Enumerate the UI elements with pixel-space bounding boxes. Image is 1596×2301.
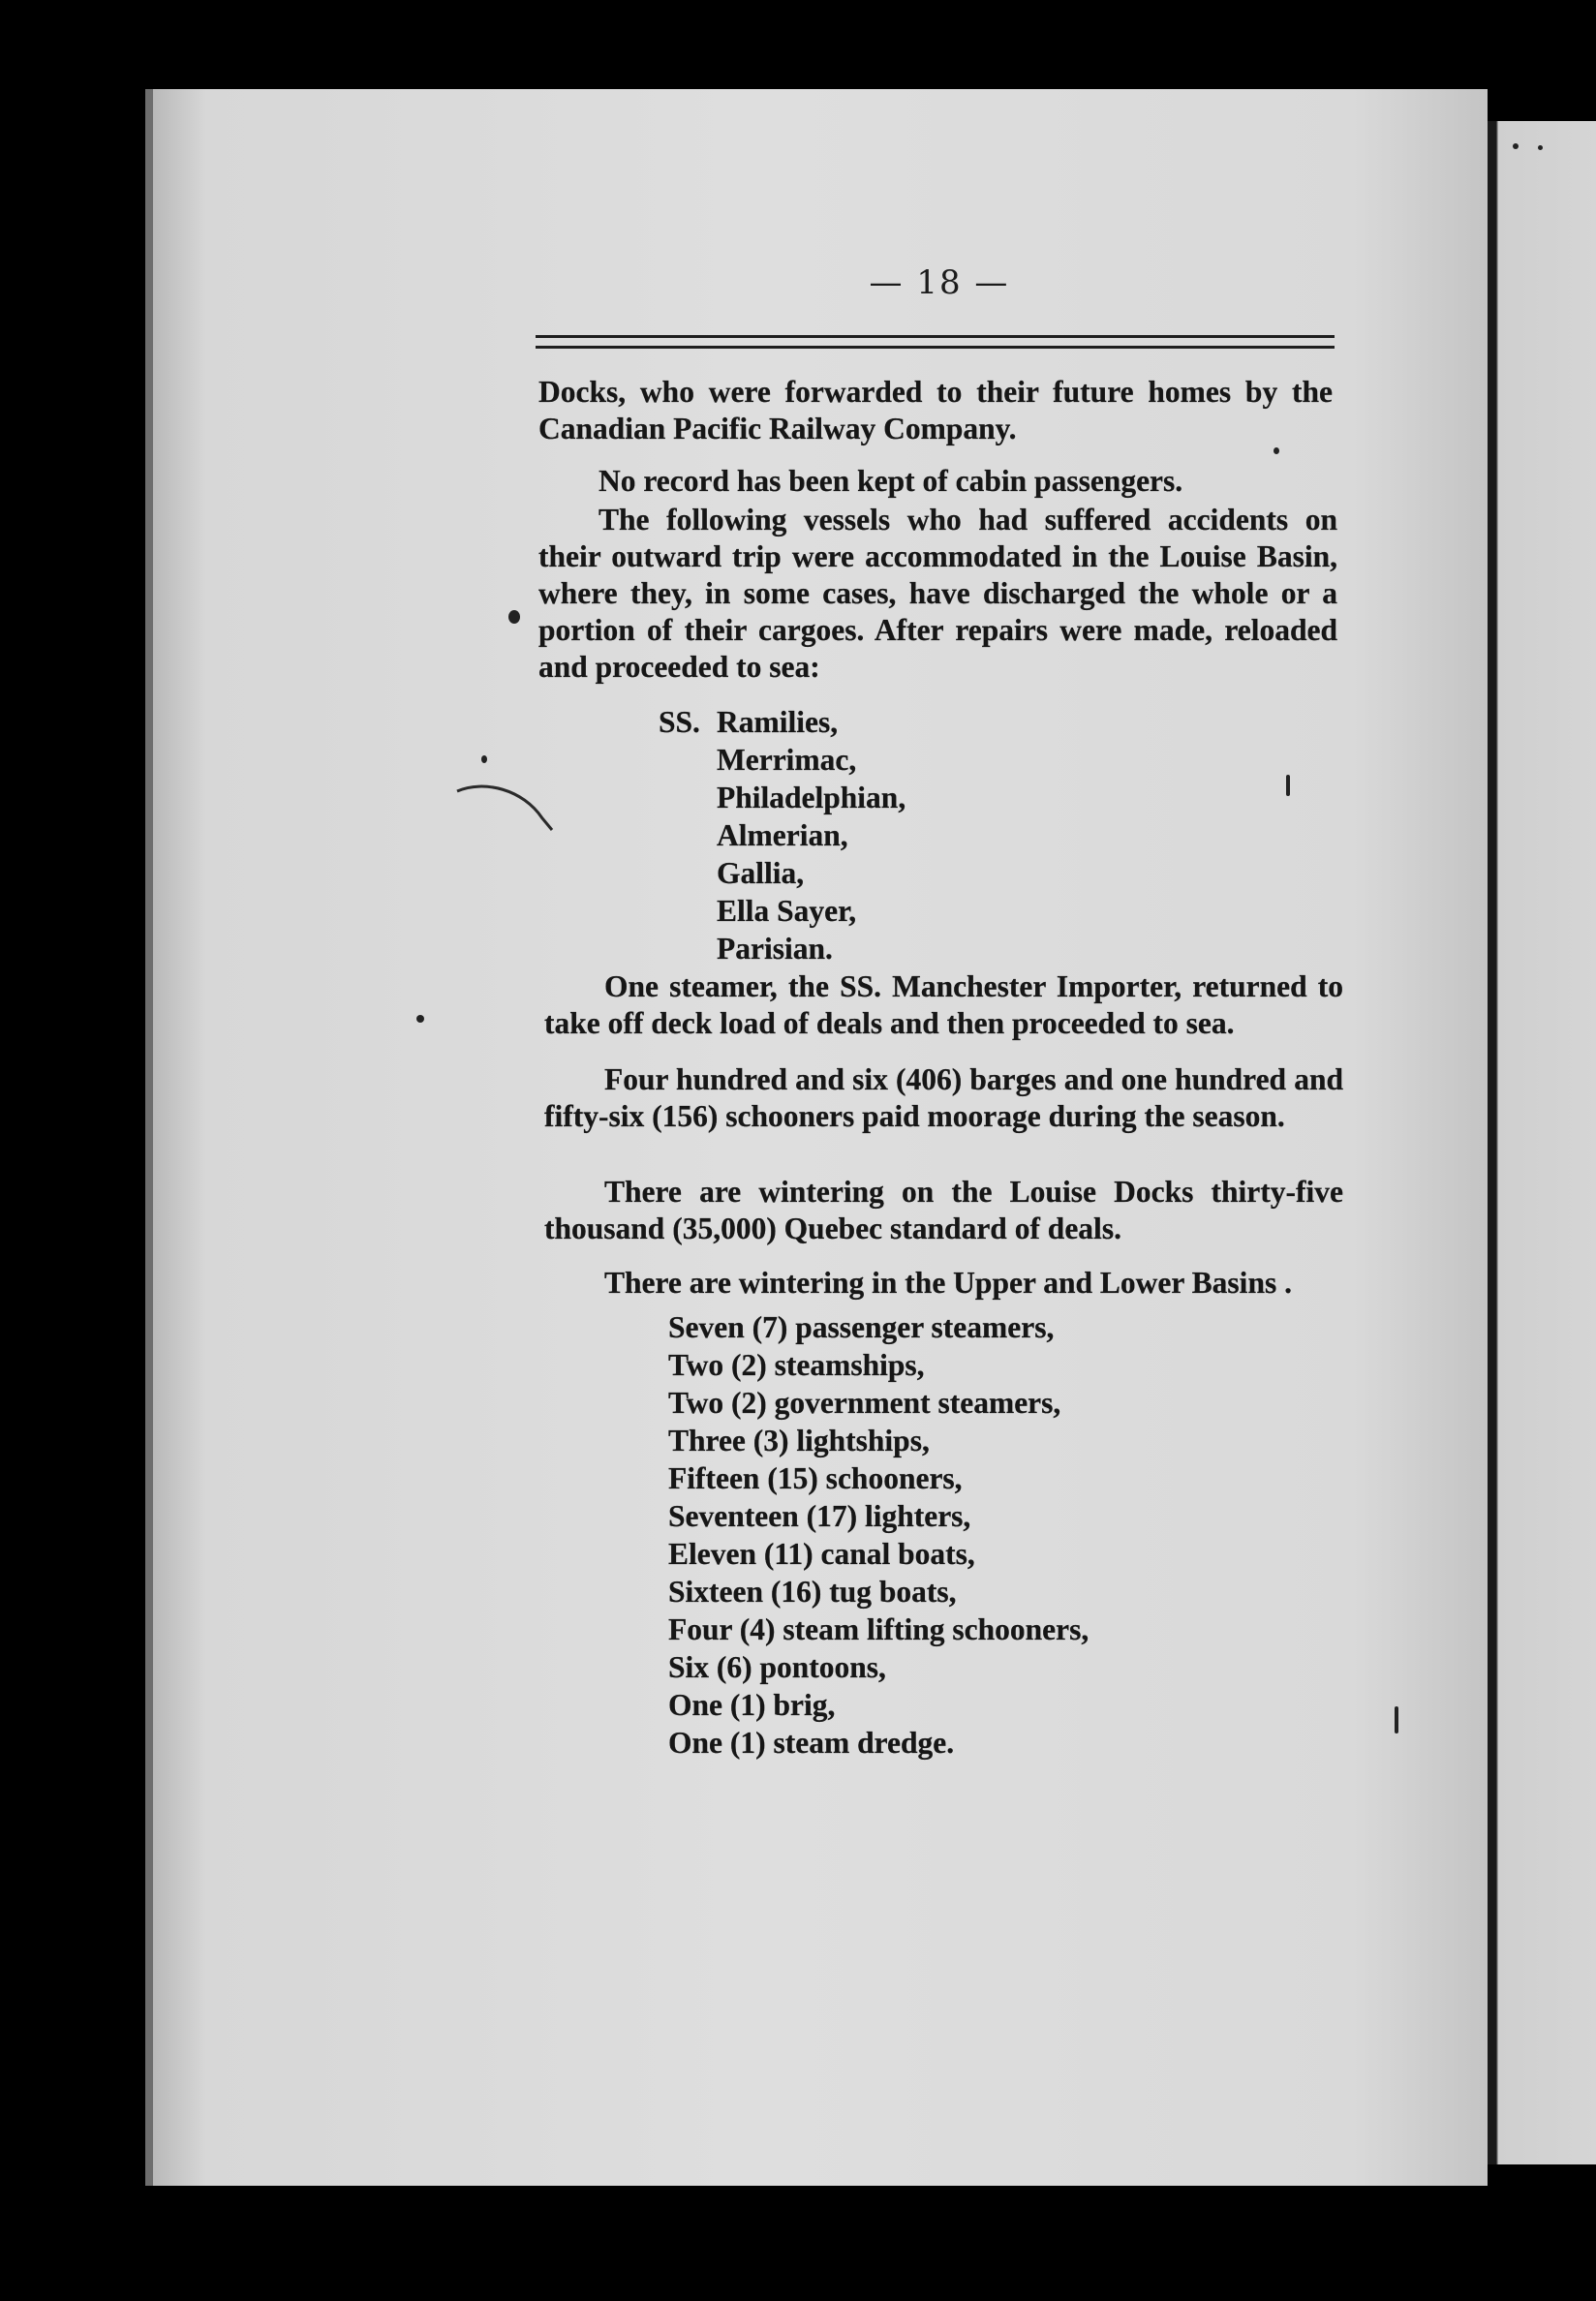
adjacent-page-edge: [1488, 121, 1596, 2164]
paragraph-upper-lower-basins: There are wintering in the Upper and Lower Basins .: [604, 1266, 1292, 1300]
paragraph-manchester-importer: One steamer, the SS. Manchester Importer, returned to take off deck load of deals and then proceeded to sea.: [544, 969, 1343, 1040]
ink-speck: [1395, 1706, 1398, 1733]
ink-speck: [1274, 447, 1279, 454]
list-item: One (1) steam dredge.: [668, 1726, 955, 1760]
header-double-rule: [536, 335, 1335, 349]
list-item: Four (4) steam lifting schooners,: [668, 1612, 1090, 1646]
list-item: Eleven (11) canal boats,: [668, 1537, 975, 1571]
list-item: One (1) brig,: [668, 1688, 836, 1722]
ink-speck: [508, 610, 520, 624]
ink-squiggle-mark: [455, 780, 562, 838]
list-item: Almerian,: [717, 818, 848, 852]
paragraph-docks: Docks, who were forwarded to their future homes by the Canadian Pacific Railway Company.: [538, 375, 1333, 445]
list-item: Gallia,: [717, 856, 805, 890]
ink-speck: [416, 1015, 424, 1023]
vessel-list: [717, 704, 905, 968]
wintering-list: [668, 1309, 1089, 1763]
list-item: Six (6) pontoons,: [668, 1650, 886, 1684]
list-item: Ramilies,: [717, 705, 839, 739]
paragraph-vessels-accidents: The following vessels who had suffered accidents on their outward trip were accommodated in the Louise Basin, where they, in some cases, have discharged the whole or a portion of their cargoes. After repairs were made, reloaded and proceeded to sea:: [538, 503, 1337, 684]
list-item: Sixteen (16) tug boats,: [668, 1575, 957, 1609]
ink-speck: [481, 755, 487, 763]
page-number: — 18 —: [869, 263, 1010, 302]
list-item: Two (2) steamships,: [668, 1348, 925, 1382]
ss-prefix: SS.: [659, 705, 700, 739]
list-item: Parisian.: [717, 932, 833, 966]
list-item: Philadelphian,: [717, 781, 906, 814]
ink-speck: [1286, 775, 1290, 796]
paragraph-barges-schooners: Four hundred and six (406) barges and one hundred and fifty-six (156) schooners paid moorage during the season.: [544, 1062, 1343, 1133]
list-item: Merrimac,: [717, 743, 857, 777]
list-item: Seventeen (17) lighters,: [668, 1499, 971, 1533]
ink-speck: [1538, 145, 1543, 150]
list-item: Seven (7) passenger steamers,: [668, 1310, 1055, 1344]
paragraph-louise-docks-deals: There are wintering on the Louise Docks thirty-five thousand (35,000) Quebec standard of deals.: [544, 1175, 1343, 1245]
ink-speck: [1513, 143, 1519, 149]
list-item: Three (3) lightships,: [668, 1424, 930, 1457]
list-item: Fifteen (15) schooners,: [668, 1461, 963, 1495]
list-item: Two (2) government steamers,: [668, 1386, 1061, 1420]
list-item: Ella Sayer,: [717, 894, 857, 928]
paragraph-cabin-passengers: No record has been kept of cabin passengers.: [598, 464, 1183, 498]
